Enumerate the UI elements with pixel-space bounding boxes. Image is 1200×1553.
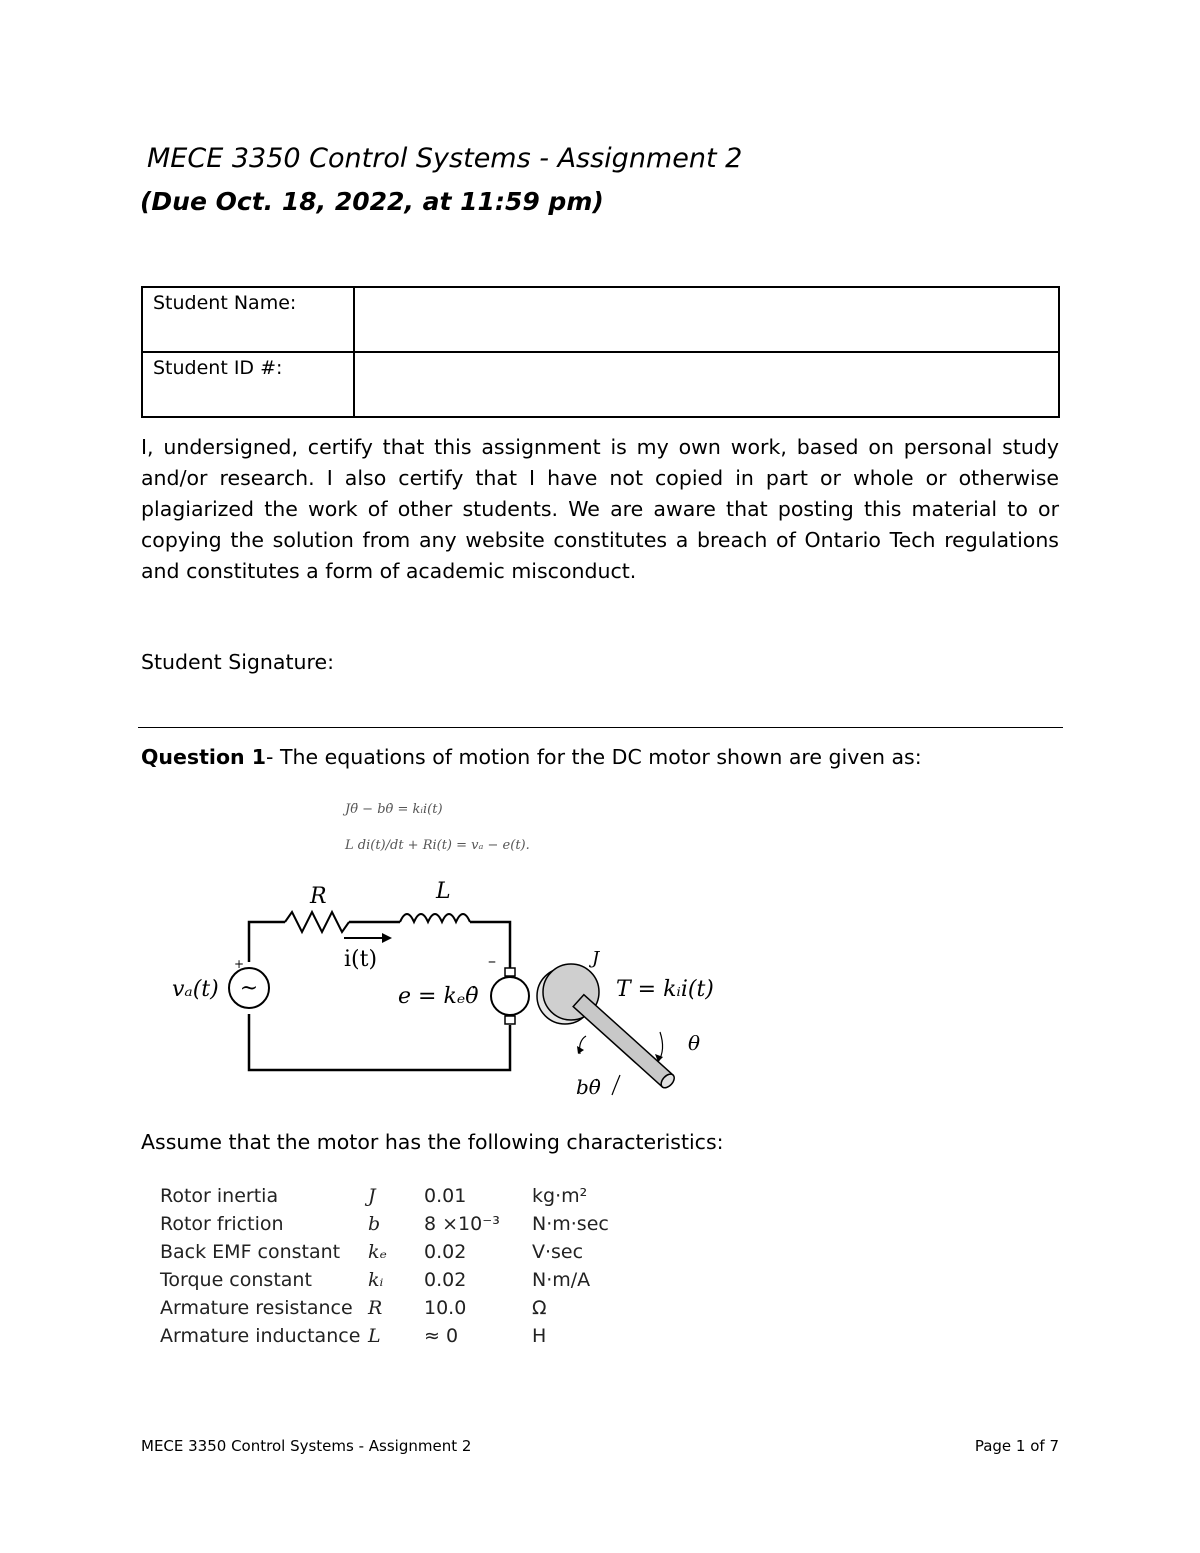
char-symbol: kᵢ [368, 1269, 384, 1291]
table-row [160, 1322, 609, 1350]
table-row [160, 1238, 609, 1266]
student-info-table [141, 286, 1060, 418]
dc-motor-diagram [160, 870, 760, 1120]
friction-label: bθ̇ [576, 1075, 601, 1099]
plus-sign: + [234, 957, 245, 971]
char-value: 0.02 [424, 1241, 467, 1263]
table-row [160, 1266, 609, 1294]
char-name: Torque constant [160, 1269, 312, 1291]
char-name: Back EMF constant [160, 1241, 341, 1263]
char-unit: Ω [532, 1297, 547, 1319]
char-unit: H [532, 1325, 547, 1347]
divider [138, 727, 1063, 728]
char-value: 10.0 [424, 1297, 467, 1319]
due-date: (Due Oct. 18, 2022, at 11:59 pm) [140, 187, 604, 216]
char-name: Rotor inertia [160, 1185, 279, 1207]
motor-characteristics-table [160, 1182, 609, 1350]
source-label: vₐ(t) [172, 977, 219, 1002]
wire-top-left [249, 922, 285, 962]
signature-label: Student Signature: [141, 650, 335, 674]
dc-motor-icon [491, 977, 529, 1015]
char-unit: kg·m² [532, 1185, 588, 1207]
source-symbol: ~ [239, 976, 259, 1001]
student-name-label: Student Name: [142, 287, 354, 352]
inertia-label: J [592, 948, 600, 969]
wire-bottom [249, 1014, 510, 1070]
certification-statement: I, undersigned, certify that this assignment is my own work, based on personal study and/or research. I also certify that I have not copied in part or whole or otherwise plagiarized the work of other students. We are aware that posting this material to or copying the solution from any website constitutes a breach of Ontario Tech regulations and constitutes a form of academic misconduct. [141, 435, 1059, 583]
footer-title: MECE 3350 Control Systems - Assignment 2 [141, 1437, 472, 1455]
char-name: Armature resistance [160, 1297, 353, 1319]
motor-terminal-top [505, 968, 515, 976]
table-row [142, 352, 1059, 417]
current-label: i(t) [344, 947, 378, 972]
theta-label: θ [688, 1031, 701, 1055]
page-title: MECE 3350 Control Systems - Assignment 2 [147, 143, 743, 174]
char-value: 8 ×10⁻³ [424, 1213, 500, 1235]
page-number: Page 1 of 7 [974, 1437, 1059, 1455]
inductor-symbol [400, 914, 470, 922]
torque-label: T = kᵢi(t) [616, 977, 714, 1002]
char-symbol: kₑ [368, 1241, 387, 1263]
char-unit: N·m·sec [532, 1213, 609, 1235]
table-row [160, 1294, 609, 1322]
minus-sign: – [488, 951, 496, 970]
arrow-down-icon [577, 1046, 584, 1054]
equation-1: Jθ̈ − bθ̇ = kᵢi(t) [345, 802, 443, 817]
table-row [160, 1210, 609, 1238]
back-emf-label: e = kₑθ̇ [398, 984, 479, 1009]
question-1-heading [141, 745, 922, 769]
question-1-label: Question 1 [141, 745, 267, 769]
char-name: Rotor friction [160, 1213, 284, 1235]
equation-2: L di(t)/dt + Ri(t) = vₐ − e(t). [345, 838, 530, 853]
char-symbol: J [368, 1185, 376, 1207]
char-value: 0.01 [424, 1185, 467, 1207]
student-name-field[interactable] [354, 287, 1059, 352]
table-row [142, 287, 1059, 352]
resistor-label: R [310, 884, 327, 909]
student-id-label: Student ID #: [142, 352, 354, 417]
char-unit: V·sec [532, 1241, 584, 1263]
char-value: ≈ 0 [424, 1325, 459, 1347]
student-id-field[interactable] [354, 352, 1059, 417]
char-unit: N·m/A [532, 1269, 591, 1291]
char-symbol: L [368, 1325, 381, 1347]
arrow-right-icon [382, 933, 392, 943]
motor-terminal-bottom [505, 1016, 515, 1024]
question-1-text: - The equations of motion for the DC motor shown are given as: [266, 745, 922, 769]
inductor-label: L [436, 879, 451, 904]
char-name: Armature inductance [160, 1325, 361, 1347]
table-row [160, 1182, 609, 1210]
resistor-symbol [285, 912, 349, 932]
char-symbol: b [368, 1213, 381, 1235]
char-symbol: R [368, 1297, 383, 1319]
friction-arrow-right [612, 1075, 620, 1095]
char-value: 0.02 [424, 1269, 467, 1291]
assume-text: Assume that the motor has the following characteristics: [141, 1130, 724, 1154]
